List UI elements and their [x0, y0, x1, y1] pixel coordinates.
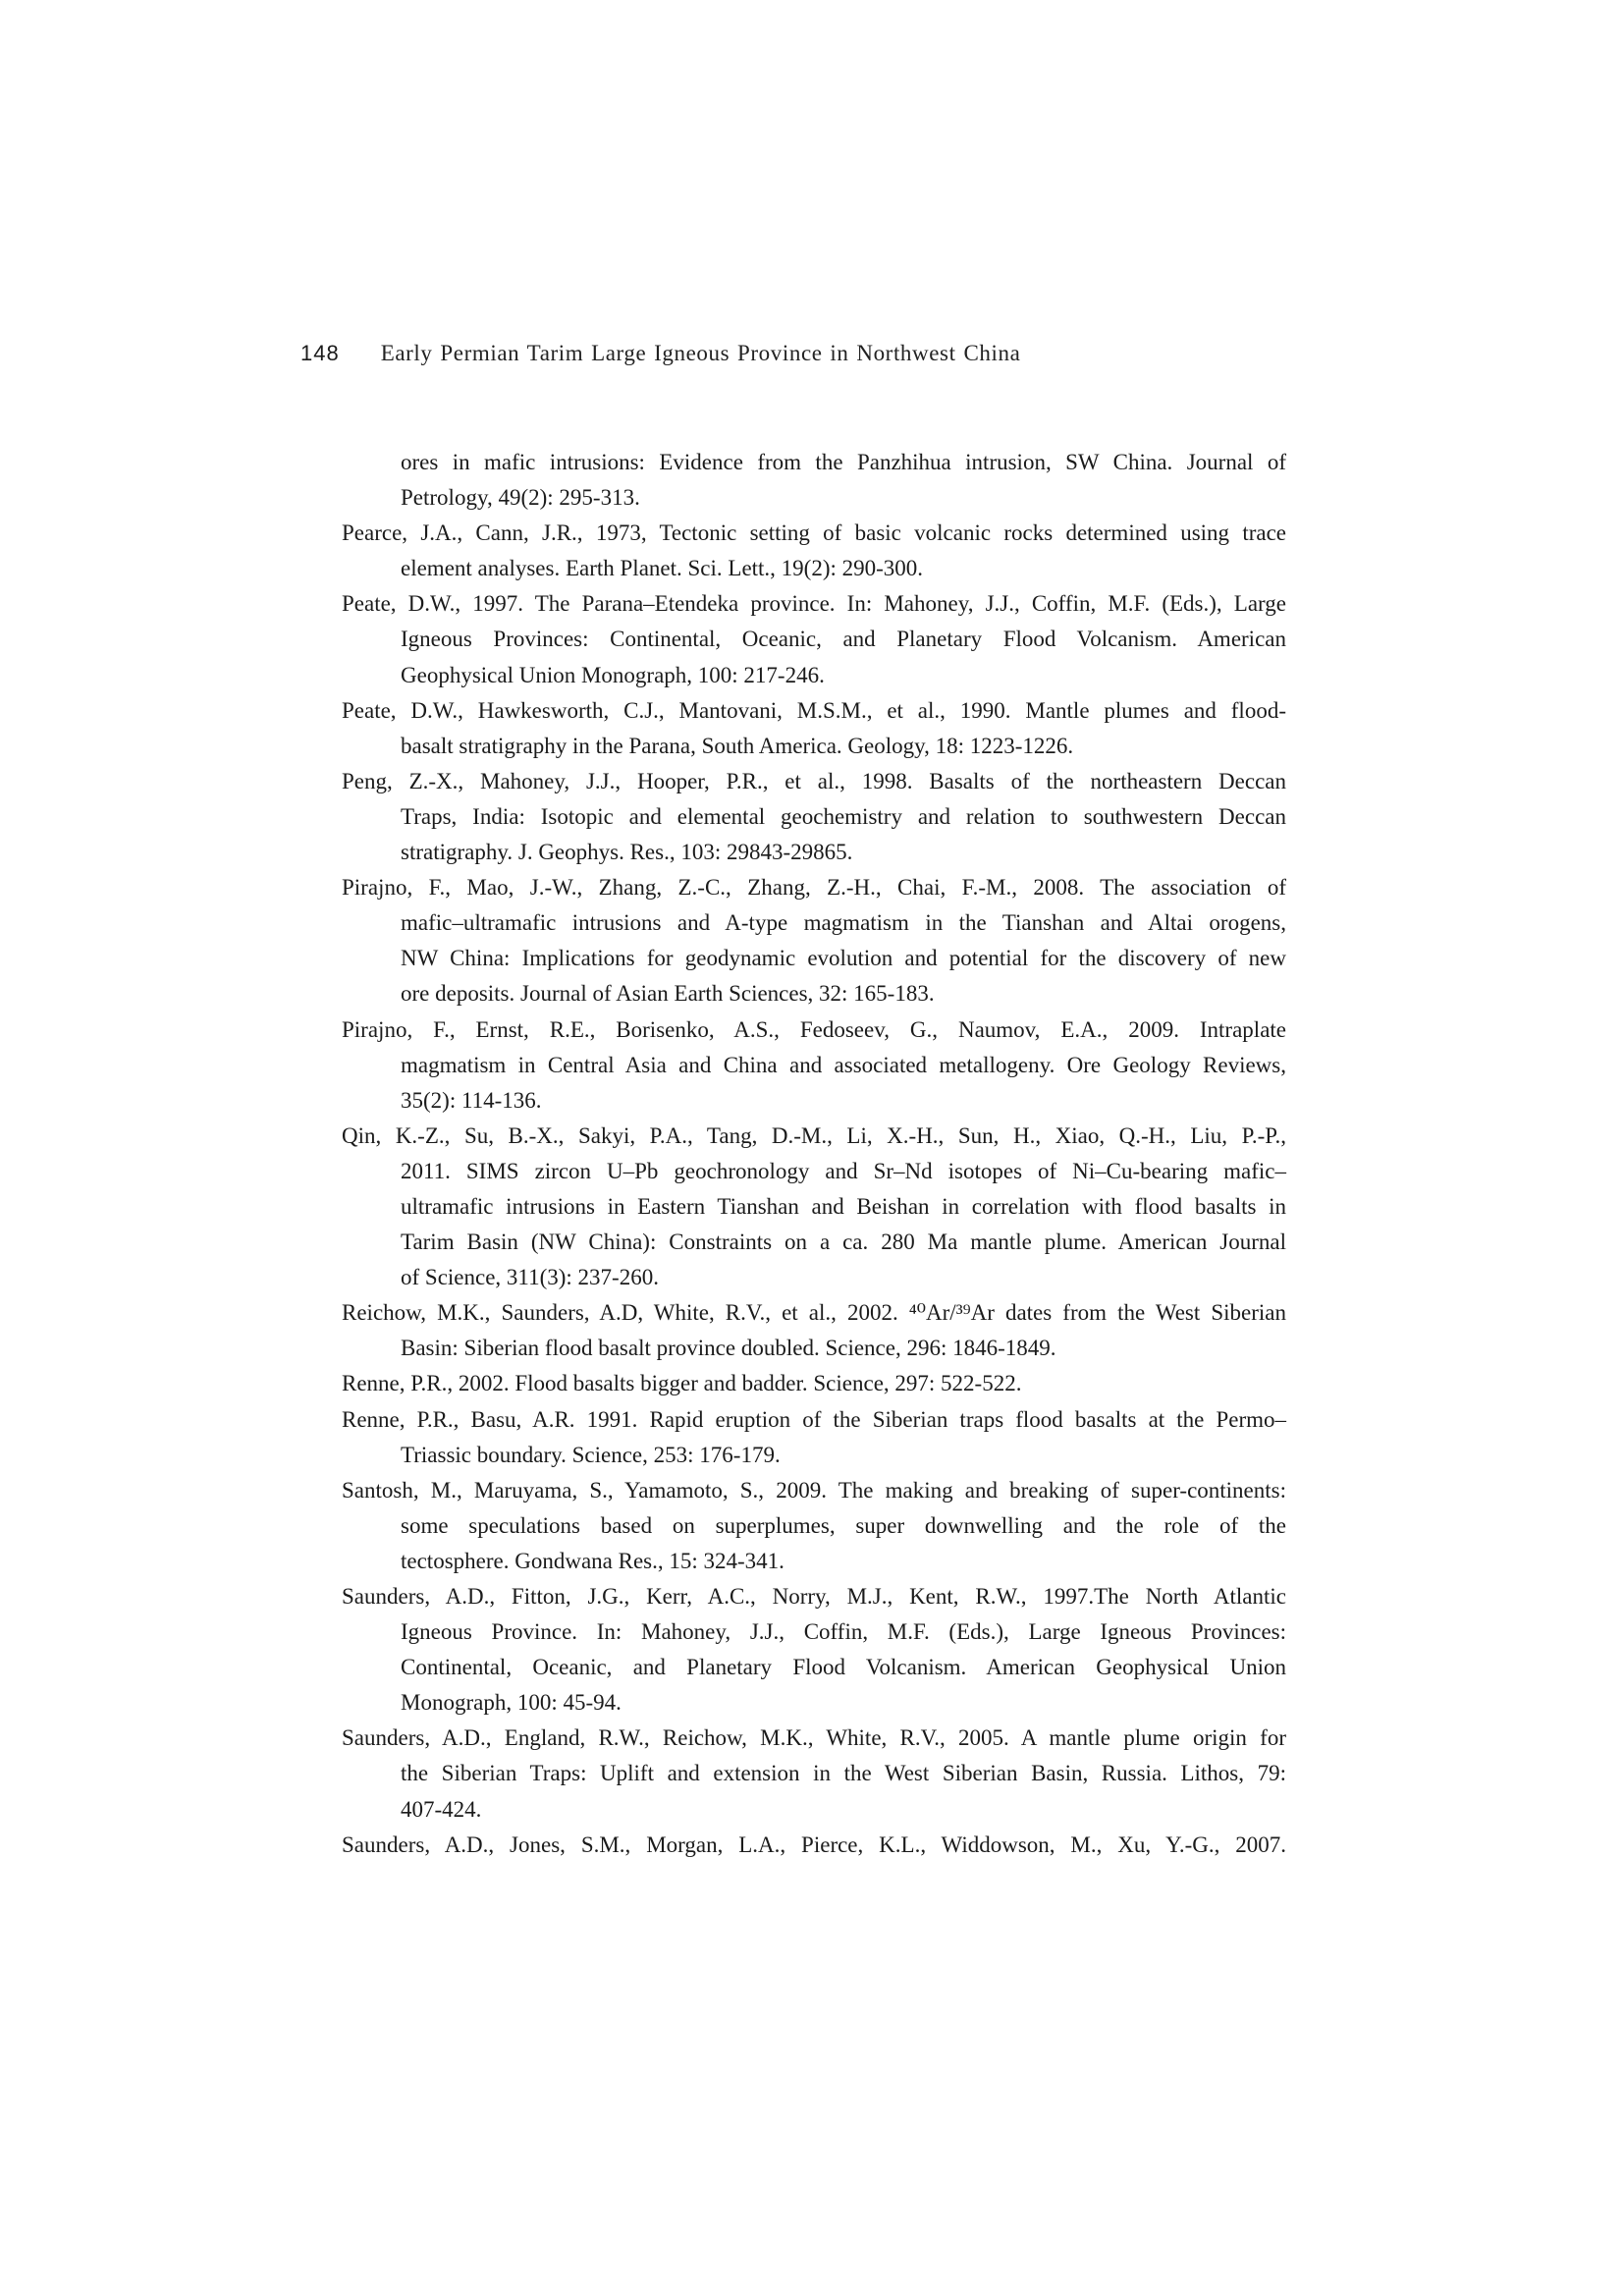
ref-continued-from-previous-page — [342, 445, 1286, 516]
ref-pearce-cann-1973 — [342, 516, 1286, 586]
reference-line: Saunders, A.D., Fitton, J.G., Kerr, A.C., Norry, M.J., Kent, R.W., 1997.The North Atlantic — [342, 1584, 1286, 1609]
ref-saunders-2005 — [342, 1721, 1286, 1827]
reference-line: Peate, D.W., 1997. The Parana–Etendeka province. In: Mahoney, J.J., Coffin, M.F. (Eds.), Large — [342, 591, 1286, 617]
reference-line: of Science, 311(3): 237-260. — [401, 1265, 659, 1290]
reference-line: Traps, India: Isotopic and elemental geochemistry and relation to southwestern Deccan — [401, 803, 1286, 829]
ref-saunders-1997 — [342, 1579, 1286, 1721]
ref-qin-2011 — [342, 1119, 1286, 1295]
ref-pirajno-2008 — [342, 870, 1286, 1011]
references-list — [342, 445, 1286, 1863]
reference-line: basalt stratigraphy in the Parana, South America. Geology, 18: 1223-1226. — [401, 733, 1074, 758]
reference-line: ores in mafic intrusions: Evidence from the Panzhihua intrusion, SW China. Journal of — [401, 450, 1286, 474]
reference-line: element analyses. Earth Planet. Sci. Lett., 19(2): 290-300. — [401, 556, 924, 581]
ref-pirajno-2009 — [342, 1012, 1286, 1119]
reference-line: the Siberian Traps: Uplift and extension in the West Siberian Basin, Russia. Lithos, 79: — [401, 1761, 1286, 1786]
reference-line: Petrology, 49(2): 295-313. — [401, 485, 640, 511]
ref-renne-basu-1991 — [342, 1402, 1286, 1473]
reference-line: Tarim Basin (NW China): Constraints on a ca. 280 Ma mantle plume. American Journal — [401, 1230, 1286, 1255]
reference-line: Geophysical Union Monograph, 100: 217-246. — [401, 662, 825, 687]
reference-line: Qin, K.-Z., Su, B.-X., Sakyi, P.A., Tang, D.-M., Li, X.-H., Sun, H., Xiao, Q.-H., Liu, P.-P., — [342, 1122, 1286, 1148]
reference-line: ore deposits. Journal of Asian Earth Sciences, 32: 165-183. — [401, 981, 935, 1007]
reference-line: magmatism in Central Asia and China and associated metallogeny. Ore Geology Reviews, — [401, 1052, 1286, 1077]
reference-line: some speculations based on superplumes, super downwelling and the role of the — [401, 1512, 1286, 1538]
reference-line: Peate, D.W., Hawkesworth, C.J., Mantovani, M.S.M., et al., 1990. Mantle plumes and flood- — [342, 697, 1286, 723]
reference-line: Saunders, A.D., England, R.W., Reichow, M.K., White, R.V., 2005. A mantle plume origin for — [342, 1725, 1286, 1751]
running-title: Early Permian Tarim Large Igneous Province in Northwest China — [380, 341, 1021, 365]
reference-line: Renne, P.R., Basu, A.R. 1991. Rapid eruption of the Siberian traps flood basalts at the Permo– — [342, 1406, 1286, 1432]
ref-peate-1997 — [342, 586, 1286, 692]
reference-line: 2011. SIMS zircon U–Pb geochronology and Sr–Nd isotopes of Ni–Cu-bearing mafic– — [401, 1158, 1286, 1183]
reference-line: Reichow, M.K., Saunders, A.D, White, R.V., et al., 2002. ⁴⁰Ar/³⁹Ar dates from the West Siberian — [342, 1300, 1286, 1326]
reference-line: Monograph, 100: 45-94. — [401, 1690, 622, 1716]
reference-line: Saunders, A.D., Jones, S.M., Morgan, L.A., Pierce, K.L., Widdowson, M., Xu, Y.-G., 2007. — [342, 1831, 1286, 1857]
reference-line: NW China: Implications for geodynamic evolution and potential for the discovery of new — [401, 946, 1286, 971]
running-header — [300, 341, 1020, 366]
ref-peate-hawkesworth-1990 — [342, 693, 1286, 764]
reference-line: stratigraphy. J. Geophys. Res., 103: 29843-29865. — [401, 840, 853, 865]
reference-line: Pirajno, F., Ernst, R.E., Borisenko, A.S., Fedoseev, G., Naumov, E.A., 2009. Intraplate — [342, 1016, 1286, 1042]
ref-renne-2002 — [342, 1366, 1286, 1401]
reference-line: Igneous Province. In: Mahoney, J.J., Coffin, M.F. (Eds.), Large Igneous Provinces: — [401, 1619, 1286, 1645]
reference-line: tectosphere. Gondwana Res., 15: 324-341. — [401, 1548, 784, 1573]
ref-santosh-2009 — [342, 1473, 1286, 1579]
reference-line: Pearce, J.A., Cann, J.R., 1973, Tectonic setting of basic volcanic rocks determined using trace — [342, 520, 1286, 546]
page-number: 148 — [300, 341, 340, 365]
reference-line: ultramafic intrusions in Eastern Tianshan and Beishan in correlation with flood basalts in — [401, 1193, 1286, 1219]
reference-line: Basin: Siberian flood basalt province doubled. Science, 296: 1846-1849. — [401, 1336, 1056, 1361]
reference-line: Peng, Z.-X., Mahoney, J.J., Hooper, P.R., et al., 1998. Basalts of the northeastern Deccan — [342, 768, 1286, 793]
reference-line: Continental, Oceanic, and Planetary Flood Volcanism. American Geophysical Union — [401, 1655, 1286, 1680]
ref-reichow-2002 — [342, 1295, 1286, 1366]
reference-line: mafic–ultramafic intrusions and A-type magmatism in the Tianshan and Altai orogens, — [401, 910, 1286, 936]
ref-saunders-2007-continues-next-page — [342, 1828, 1286, 1863]
reference-line: Triassic boundary. Science, 253: 176-179. — [401, 1442, 781, 1467]
reference-line: 407-424. — [401, 1796, 482, 1822]
ref-peng-1998 — [342, 764, 1286, 870]
reference-line: Renne, P.R., 2002. Flood basalts bigger and badder. Science, 297: 522-522. — [342, 1371, 1022, 1396]
reference-line: Pirajno, F., Mao, J.-W., Zhang, Z.-C., Zhang, Z.-H., Chai, F.-M., 2008. The association of — [342, 875, 1286, 901]
reference-line: 35(2): 114-136. — [401, 1087, 542, 1113]
reference-line: Igneous Provinces: Continental, Oceanic, and Planetary Flood Volcanism. American — [401, 627, 1286, 652]
reference-line: Santosh, M., Maruyama, S., Yamamoto, S., 2009. The making and breaking of super-continents: — [342, 1477, 1286, 1503]
